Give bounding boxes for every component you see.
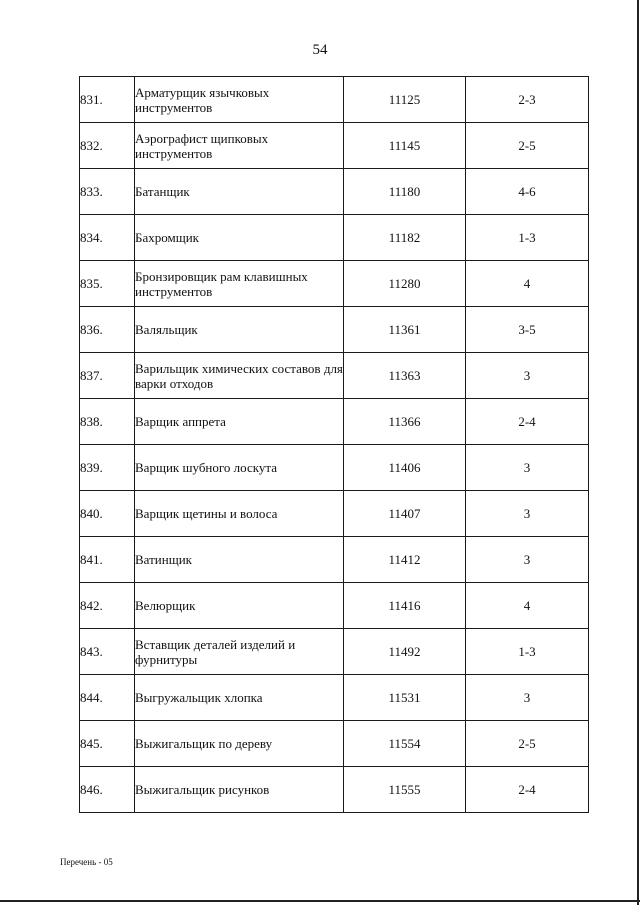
row-number: 845. <box>80 721 135 767</box>
profession-name: Бахромщик <box>135 215 344 261</box>
page-number: 54 <box>312 42 328 58</box>
row-number: 838. <box>80 399 135 445</box>
profession-code: 11407 <box>344 491 466 537</box>
table-row <box>80 307 589 353</box>
table-row <box>80 675 589 721</box>
profession-code: 11406 <box>344 445 466 491</box>
category-range: 4 <box>466 583 589 629</box>
table-row <box>80 169 589 215</box>
category-range: 1-3 <box>466 629 589 675</box>
table-row <box>80 445 589 491</box>
profession-code: 11412 <box>344 537 466 583</box>
profession-code: 11145 <box>344 123 466 169</box>
table-row <box>80 491 589 537</box>
category-range: 2-5 <box>466 721 589 767</box>
row-number: 835. <box>80 261 135 307</box>
category-range: 4-6 <box>466 169 589 215</box>
profession-name: Велюрщик <box>135 583 344 629</box>
category-range: 3 <box>466 537 589 583</box>
profession-name: Батанщик <box>135 169 344 215</box>
footer-label: Перечень - 05 <box>60 857 113 867</box>
profession-code: 11366 <box>344 399 466 445</box>
profession-code: 11555 <box>344 767 466 813</box>
row-number: 840. <box>80 491 135 537</box>
category-range: 3 <box>466 675 589 721</box>
profession-code: 11416 <box>344 583 466 629</box>
category-range: 3 <box>466 353 589 399</box>
category-range: 3 <box>466 445 589 491</box>
row-number: 832. <box>80 123 135 169</box>
table-row <box>80 629 589 675</box>
table-row <box>80 353 589 399</box>
profession-code: 11280 <box>344 261 466 307</box>
profession-name: Вставщик деталей изделий и фурнитуры <box>135 629 344 675</box>
row-number: 842. <box>80 583 135 629</box>
category-range: 2-3 <box>466 77 589 123</box>
category-range: 1-3 <box>466 215 589 261</box>
profession-code: 11125 <box>344 77 466 123</box>
profession-name: Варщик щетины и волоса <box>135 491 344 537</box>
category-range: 3 <box>466 491 589 537</box>
profession-name: Варщик аппрета <box>135 399 344 445</box>
category-range: 3-5 <box>466 307 589 353</box>
profession-name: Арматурщик язычковых инструментов <box>135 77 344 123</box>
profession-name: Ватинщик <box>135 537 344 583</box>
profession-code: 11361 <box>344 307 466 353</box>
row-number: 844. <box>80 675 135 721</box>
row-number: 831. <box>80 77 135 123</box>
profession-name: Аэрографист щипковых инструментов <box>135 123 344 169</box>
profession-name: Варщик шубного лоскута <box>135 445 344 491</box>
table-row <box>80 77 589 123</box>
profession-name: Варильщик химических составов для варки отходов <box>135 353 344 399</box>
profession-code: 11531 <box>344 675 466 721</box>
table-row <box>80 767 589 813</box>
profession-table <box>79 76 589 813</box>
scan-edge-right <box>637 0 639 905</box>
row-number: 834. <box>80 215 135 261</box>
profession-name: Выгружальщик хлопка <box>135 675 344 721</box>
table-row <box>80 123 589 169</box>
profession-code: 11182 <box>344 215 466 261</box>
profession-code: 11554 <box>344 721 466 767</box>
table-row <box>80 583 589 629</box>
row-number: 836. <box>80 307 135 353</box>
profession-name: Выжигальщик по дереву <box>135 721 344 767</box>
profession-code: 11492 <box>344 629 466 675</box>
table-row <box>80 721 589 767</box>
category-range: 2-4 <box>466 399 589 445</box>
category-range: 2-5 <box>466 123 589 169</box>
category-range: 2-4 <box>466 767 589 813</box>
row-number: 839. <box>80 445 135 491</box>
scan-edge-bottom <box>0 900 640 902</box>
profession-name: Валяльщик <box>135 307 344 353</box>
table-row <box>80 399 589 445</box>
profession-code: 11180 <box>344 169 466 215</box>
row-number: 833. <box>80 169 135 215</box>
category-range: 4 <box>466 261 589 307</box>
row-number: 846. <box>80 767 135 813</box>
table-row <box>80 215 589 261</box>
row-number: 841. <box>80 537 135 583</box>
profession-name: Бронзировщик рам клавишных инструментов <box>135 261 344 307</box>
row-number: 843. <box>80 629 135 675</box>
profession-code: 11363 <box>344 353 466 399</box>
profession-name: Выжигальщик рисунков <box>135 767 344 813</box>
table-row <box>80 537 589 583</box>
row-number: 837. <box>80 353 135 399</box>
profession-table-body <box>80 77 589 813</box>
table-row <box>80 261 589 307</box>
